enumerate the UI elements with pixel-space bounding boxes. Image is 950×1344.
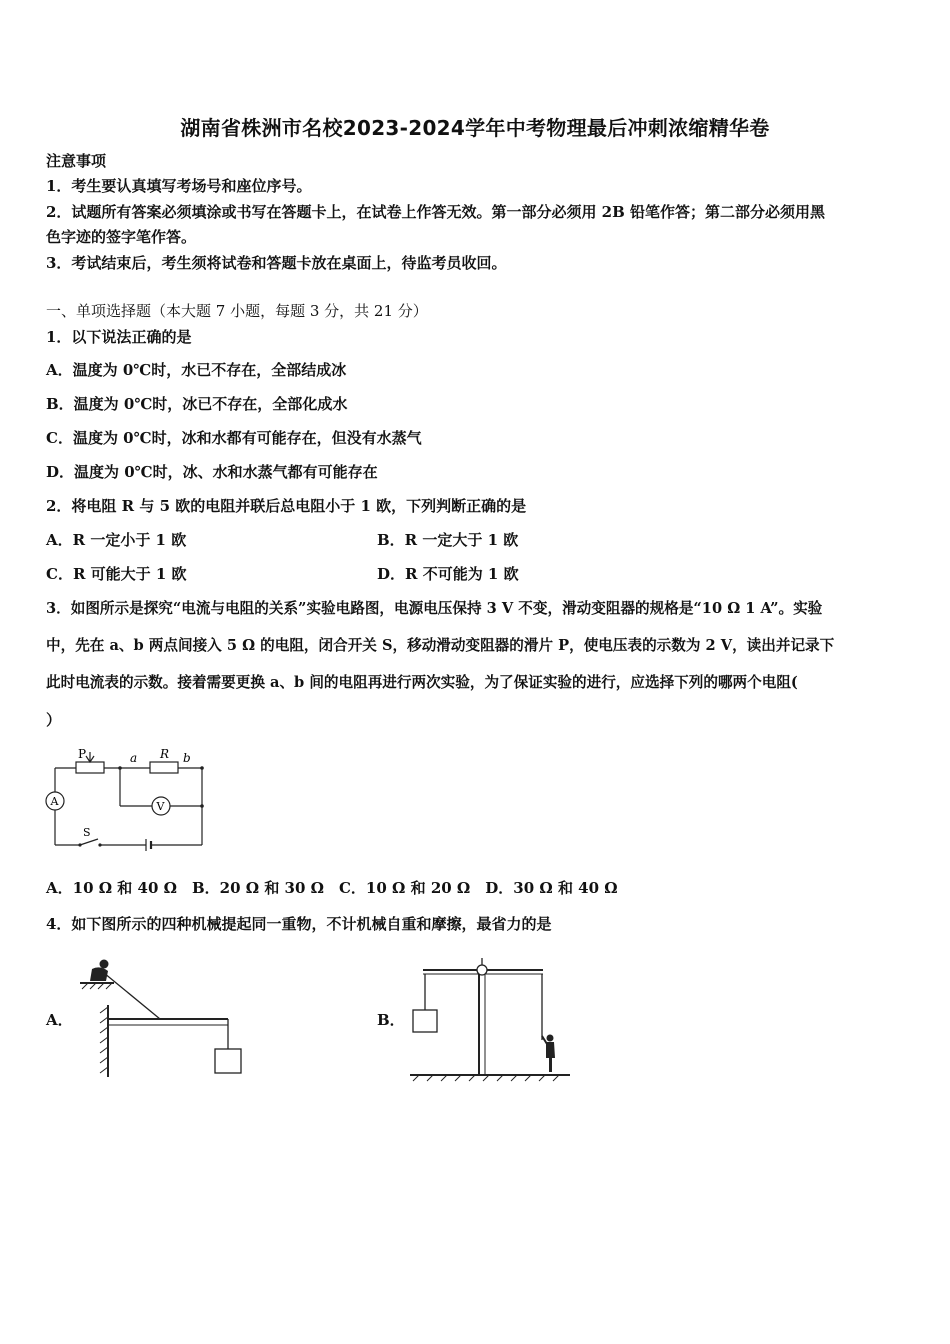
q3-stem-line: 此时电流表的示数。接着需要更换 a、b 间的电阻再进行两次实验，为了保证实验的进行，应选择下列的哪两个电阻(	[46, 674, 798, 691]
pivot	[477, 965, 487, 975]
q2-option-b: B．R 一定大于 1 欧	[377, 531, 519, 549]
notice-item: 3．考试结束后，考生须将试卷和答题卡放在桌面上，待监考员收回。	[46, 254, 507, 272]
switch-s	[80, 839, 98, 845]
q4-stem: 4．如下图所示的四种机械提起同一重物，不计机械自重和摩擦，最省力的是	[46, 915, 552, 933]
label-b: b	[183, 751, 191, 765]
q1-option-b: B．温度为 0℃时，冰已不存在，全部化成水	[46, 395, 348, 413]
q1-option-d: D．温度为 0℃时，冰、水和水蒸气都有可能存在	[46, 463, 378, 481]
q2-option-d: D．R 不可能为 1 欧	[377, 565, 519, 583]
junction-b	[200, 766, 204, 770]
weight	[215, 1049, 241, 1073]
weight	[413, 1010, 437, 1032]
label-switch: S	[83, 826, 91, 839]
notice-item: 2．试题所有答案必须填涂或书写在答题卡上，在试卷上作答无效。第一部分必须用 2B 铅笔作答；第二部分必须用黑	[46, 203, 826, 221]
notice-heading: 注意事项	[46, 152, 107, 170]
circuit-diagram	[40, 740, 220, 855]
q2-option-c: C．R 可能大于 1 欧	[46, 565, 187, 583]
q2-option-a: A．R 一定小于 1 欧	[46, 531, 187, 549]
machine-a-figure	[78, 955, 248, 1080]
notice-item: 1．考生要认真填写考场号和座位序号。	[46, 177, 312, 195]
label-r: R	[160, 747, 170, 761]
q1-option-a: A．温度为 0℃时，水已不存在，全部结成冰	[46, 361, 347, 379]
q3-stem-line: ）	[46, 711, 62, 729]
q2-stem: 2．将电阻 R 与 5 欧的电阻并联后总电阻小于 1 欧，下列判断正确的是	[46, 497, 527, 515]
label-voltmeter: V	[156, 800, 165, 813]
page-title: 湖南省株洲市名校2023-2024学年中考物理最后冲刺浓缩精华卷	[180, 116, 770, 140]
rope	[104, 973, 160, 1019]
junction-a	[118, 766, 122, 770]
q3-stem-line: 3．如图所示是探究“电流与电阻的关系”实验电路图，电源电压保持 3 V 不变，滑动变阻器的规格是“10 Ω 1 A”。实验	[46, 600, 823, 617]
wall-hatching	[100, 1007, 108, 1073]
q3-stem-line: 中，先在 a、b 两点间接入 5 Ω 的电阻，闭合开关 S，移动滑动变阻器的滑片 P，使电压表的示数为 2 V，读出并记录下	[46, 637, 835, 654]
q4-option-b-label: B．	[377, 1011, 405, 1029]
label-a: a	[130, 751, 138, 765]
person-icon	[542, 1035, 555, 1073]
q1-option-c: C．温度为 0℃时，冰和水都有可能存在，但没有水蒸气	[46, 429, 422, 447]
label-p: P	[78, 747, 87, 761]
person-icon	[90, 960, 109, 982]
switch-pivot	[78, 843, 81, 846]
q4-option-a-label: A．	[46, 1011, 73, 1029]
switch-contact	[98, 843, 101, 846]
notice-item: 色字迹的签字笔作答。	[46, 228, 197, 246]
resistor-r	[150, 762, 178, 773]
label-ammeter: A	[50, 795, 59, 808]
junction	[200, 804, 204, 808]
q1-stem: 1．以下说法正确的是	[46, 328, 192, 346]
section-heading: 一、单项选择题（本大题 7 小题，每题 3 分，共 21 分）	[46, 302, 428, 320]
q3-options: A．10 Ω 和 40 Ω B．20 Ω 和 30 Ω C．10 Ω 和 20 Ω D．30 Ω 和 40 Ω	[46, 879, 618, 897]
machine-b-figure	[405, 950, 575, 1085]
rheostat	[76, 762, 104, 773]
